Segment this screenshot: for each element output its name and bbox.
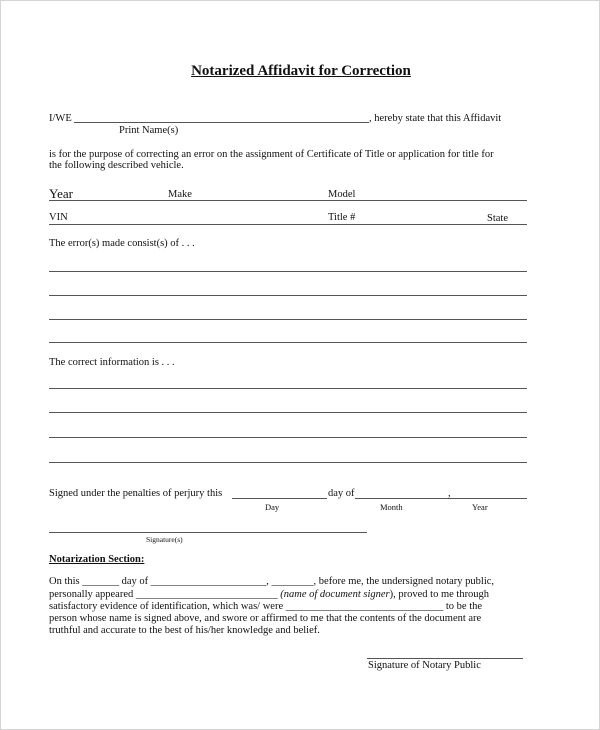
model-label: Model [328, 189, 356, 200]
correct-info-line[interactable] [49, 437, 527, 438]
state-label: State [487, 213, 508, 224]
title-number-label: Title # [328, 212, 356, 223]
print-name-label: Print Name(s) [119, 125, 179, 136]
year-make-model-field[interactable] [49, 200, 527, 201]
signed-text: Signed under the penalties of perjury this [49, 488, 223, 499]
notary-signature-label: Signature of Notary Public [368, 660, 481, 671]
notary-line-4: person whose name is signed above, and swore or affirmed to me that the contents of the document are [49, 613, 482, 624]
purpose-text-2: the following described vehicle. [49, 160, 184, 171]
notary-signature-field[interactable] [367, 658, 523, 659]
month-year-field[interactable] [355, 498, 527, 499]
notary-line-2: personally appeared ___________________________ (name of document signer), proved to me through [49, 589, 490, 600]
year-caption: Year [472, 502, 488, 512]
document-title: Notarized Affidavit for Correction [191, 63, 411, 79]
day-of-text: day of [328, 488, 355, 499]
errors-line[interactable] [49, 295, 527, 296]
correct-info-label: The correct information is . . . [49, 357, 175, 368]
print-name-field[interactable] [74, 122, 369, 123]
notary-line-1: On this _______ day of ______________________, ________, before me, the undersigned notary public, [49, 576, 495, 587]
day-field[interactable] [232, 498, 327, 499]
purpose-text-1: is for the purpose of correcting an error on the assignment of Certificate of Title or application for title for [49, 149, 494, 160]
correct-info-line[interactable] [49, 388, 527, 389]
notarization-heading: Notarization Section: [49, 554, 145, 565]
errors-label: The error(s) made consist(s) of . . . [49, 238, 195, 249]
errors-line[interactable] [49, 342, 527, 343]
notary-line-3: satisfactory evidence of identification, which was/ were ______________________________ to be the [49, 601, 483, 612]
signature-field[interactable] [49, 532, 367, 533]
vin-label: VIN [49, 212, 68, 223]
correct-info-line[interactable] [49, 462, 527, 463]
correct-info-line[interactable] [49, 412, 527, 413]
errors-line[interactable] [49, 271, 527, 272]
year-label: Year [49, 186, 73, 201]
signature-caption: Signature(s) [146, 535, 183, 544]
hereby-text: , hereby state that this Affidavit [369, 113, 502, 124]
signer-italic: (name of document signer [277, 589, 390, 600]
day-caption: Day [265, 502, 280, 512]
vin-title-state-field[interactable] [49, 224, 527, 225]
make-label: Make [168, 189, 192, 200]
notary-line-5: truthful and accurate to the best of his/her knowledge and belief. [49, 625, 320, 636]
errors-line[interactable] [49, 319, 527, 320]
month-caption: Month [380, 502, 403, 512]
comma: , [448, 488, 451, 499]
iwe-label: I/WE [49, 113, 72, 124]
